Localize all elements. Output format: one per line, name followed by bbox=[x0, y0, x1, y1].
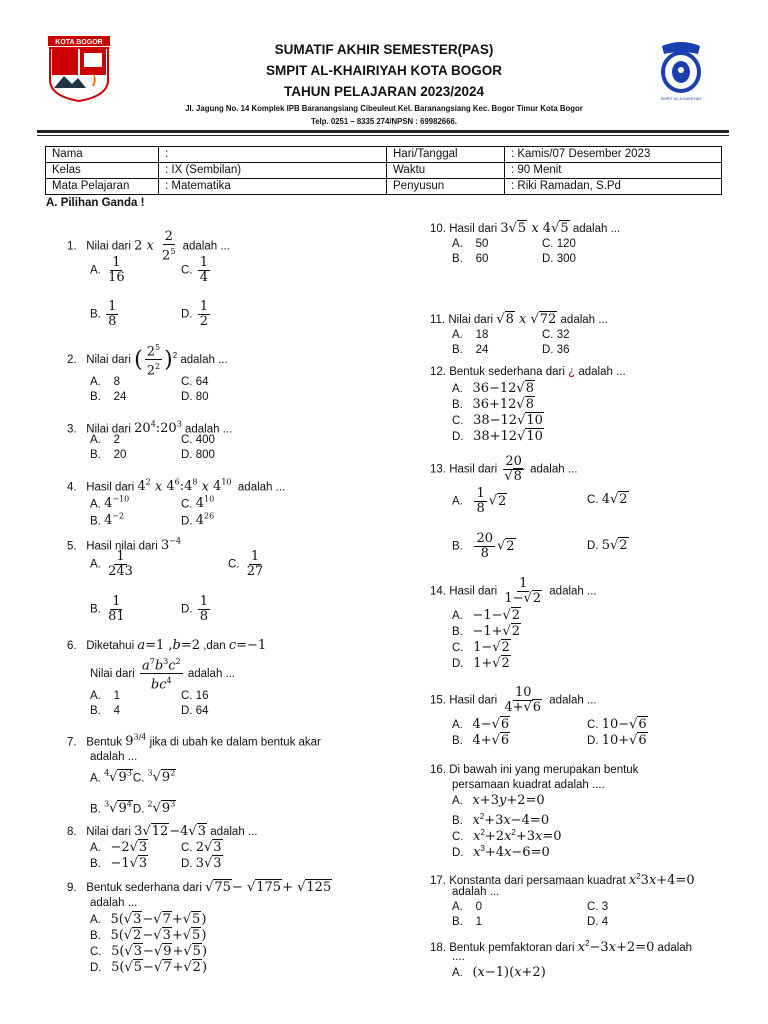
option-15d[interactable]: D. 10+√6 bbox=[587, 733, 647, 748]
question-13: 13. Hasil dari $\frac{20}{√8}$ adalah ... bbox=[430, 454, 578, 484]
option-5a[interactable]: A. $\frac{1}{243}$ bbox=[90, 549, 133, 579]
option-15b[interactable]: B. 4+√6 bbox=[452, 733, 510, 748]
option-3b[interactable]: B. 20 bbox=[90, 449, 127, 461]
question-15: 15. Hasil dari $\frac{10}{4+√6}$ adalah ... bbox=[430, 685, 597, 715]
option-5c[interactable]: C. $\frac{1}{27}$ bbox=[228, 549, 264, 579]
option-6d[interactable]: D. 64 bbox=[181, 705, 209, 717]
option-14c[interactable]: C. 1−√2 bbox=[452, 640, 510, 655]
table-row: Kelas : IX (Sembilan) Waktu : 90 Menit bbox=[46, 163, 722, 179]
question-18-cont: .... bbox=[452, 951, 465, 963]
option-2b[interactable]: B. 24 bbox=[90, 391, 127, 403]
option-14b[interactable]: B. −1+√2 bbox=[452, 624, 521, 639]
question-18: 18. Bentuk pemfaktoran dari $x^2-3x+2=0$ adalah bbox=[430, 939, 693, 955]
option-4a[interactable]: A. $4^{-10}$ bbox=[90, 495, 130, 512]
option-4c[interactable]: C. $4^{10}$ bbox=[181, 495, 215, 512]
option-7b-7d[interactable]: B. $^3√9^4D$. $^2√9^3$ bbox=[90, 800, 176, 817]
option-3c[interactable]: C. 400 bbox=[181, 434, 215, 446]
header-rule-thin bbox=[37, 135, 729, 136]
question-16: 16. Di bawah ini yang merupakan bentuk bbox=[430, 764, 639, 776]
question-14: 14. Hasil dari $\frac{1}{1-√2}$ adalah ... bbox=[430, 576, 597, 606]
question-10: 10. Hasil dari 3√5 x 4√5 adalah ... bbox=[430, 221, 621, 236]
option-13b[interactable]: B. $\frac{20}{8}$ √2 bbox=[452, 531, 515, 561]
option-8d[interactable]: D. 3√3 bbox=[181, 856, 222, 871]
question-6-expression: Nilai dari $\frac{a^7b^3c^2}{bc^4}$ adalah ... bbox=[90, 657, 236, 693]
option-9b[interactable]: B. 5(√2−√3+√5) bbox=[90, 928, 207, 943]
option-11d[interactable]: D. 36 bbox=[542, 344, 570, 356]
school-name: SMPIT AL-KHAIRIYAH KOTA BOGOR bbox=[266, 63, 502, 78]
option-6c[interactable]: C. 16 bbox=[181, 690, 209, 702]
svg-text:SMPIT AL-KHAIRIYAH: SMPIT AL-KHAIRIYAH bbox=[660, 96, 702, 101]
option-13d[interactable]: D. 5√2 bbox=[587, 538, 628, 553]
option-8c[interactable]: C. 2√3 bbox=[181, 840, 222, 855]
question-8: 8. Nilai dari 3√12−4√3 adalah ... bbox=[67, 824, 258, 839]
option-8b[interactable]: B. −1√3 bbox=[90, 856, 148, 871]
question-9: 9. Bentuk sederhana dari √75− √175+ √125 bbox=[67, 880, 332, 895]
option-13c[interactable]: C. 4√2 bbox=[587, 492, 628, 507]
option-14a[interactable]: A. −1−√2 bbox=[452, 608, 521, 623]
option-12c[interactable]: C. 38−12√10 bbox=[452, 413, 543, 428]
option-1b[interactable]: B. $\frac{1}{8}$ bbox=[90, 299, 117, 329]
option-1a[interactable]: A. $\frac{1}{16}$ bbox=[90, 255, 125, 285]
option-3d[interactable]: D. 800 bbox=[181, 449, 215, 461]
option-15c[interactable]: C. 10−√6 bbox=[587, 717, 647, 732]
option-7a-7c[interactable]: A. $^4√9^3C$. $^3√9^2$ bbox=[90, 769, 176, 786]
option-5d[interactable]: D. $\frac{1}{8}$ bbox=[181, 594, 208, 624]
table-row: Mata Pelajaran : Matematika Penyusun : Riki Ramadan, S.Pd bbox=[46, 179, 722, 195]
option-12d[interactable]: D. 38+12√10 bbox=[452, 429, 543, 444]
option-16a[interactable]: A. x+3y+2=0 bbox=[452, 793, 545, 808]
option-2d[interactable]: D. 80 bbox=[181, 391, 209, 403]
kota-bogor-logo bbox=[48, 36, 110, 102]
svg-text:KOTA BOGOR: KOTA BOGOR bbox=[55, 39, 103, 46]
question-4: 4. Hasil dari $4^2$ x $4^6:4^8$ x $4^{10}$ adalah ... bbox=[67, 478, 286, 495]
school-address: Jl. Jagung No. 14 Komplek IPB Baranangsiang Cibeuleut Kel. Baranangsiang Kec. Bogor Timur Kota Bogor bbox=[185, 104, 583, 113]
academic-year: TAHUN PELAJARAN 2023/2024 bbox=[283, 84, 485, 99]
question-7: 7. Bentuk $9^{3/4}$ jika di ubah ke dalam bentuk akar bbox=[67, 733, 321, 750]
question-16-cont: persamaan kuadrat adalah .... bbox=[452, 779, 605, 791]
option-1d[interactable]: D. $\frac{1}{2}$ bbox=[181, 299, 208, 329]
option-16c[interactable]: C. $x^2+2x^2+3x=0$ bbox=[452, 828, 562, 844]
question-2: 2. Nilai dari ( $\frac{2^5}{2^2}$ )$^2$ adalah ... bbox=[67, 343, 228, 379]
header-rule-thick bbox=[37, 130, 729, 133]
option-6a[interactable]: A. 1 bbox=[90, 690, 121, 702]
option-3a[interactable]: A. 2 bbox=[90, 434, 121, 446]
option-17c[interactable]: C. 3 bbox=[587, 901, 609, 913]
section-heading: A. Pilihan Ganda ! bbox=[46, 197, 145, 209]
option-11a[interactable]: A. 18 bbox=[452, 329, 489, 341]
question-11: 11. Nilai dari √8 x √72 adalah ... bbox=[430, 312, 608, 327]
option-5b[interactable]: B. $\frac{1}{81}$ bbox=[90, 594, 125, 624]
option-11b[interactable]: B. 24 bbox=[452, 344, 489, 356]
option-12b[interactable]: B. 36+12√8 bbox=[452, 397, 534, 412]
option-17d[interactable]: D. 4 bbox=[587, 916, 609, 928]
option-9d[interactable]: D. 5(√5−√7+√2) bbox=[90, 960, 208, 975]
option-6b[interactable]: B. 4 bbox=[90, 705, 121, 717]
option-15a[interactable]: A. 4−√6 bbox=[452, 717, 510, 732]
question-3: 3. Nilai dari $20^4:20^3$ adalah ... bbox=[67, 420, 233, 437]
table-row: Nama : Hari/Tanggal : Kamis/07 Desember 2023 bbox=[46, 147, 722, 163]
option-2c[interactable]: C. 64 bbox=[181, 376, 209, 388]
option-1c[interactable]: C. $\frac{1}{4}$ bbox=[181, 255, 208, 285]
option-4b[interactable]: B. $4^{-2}$ bbox=[90, 512, 125, 529]
question-6: 6. Diketahui a=1 ,b=2 ,dan c=−1 bbox=[67, 638, 267, 653]
option-8a[interactable]: A. −2√3 bbox=[90, 840, 148, 855]
option-11c[interactable]: C. 32 bbox=[542, 329, 570, 341]
option-2a[interactable]: A. 8 bbox=[90, 376, 121, 388]
option-14d[interactable]: D. 1+√2 bbox=[452, 656, 510, 671]
option-10c[interactable]: C. 120 bbox=[542, 238, 576, 250]
exam-info-table bbox=[45, 146, 722, 195]
option-9a[interactable]: A. 5(√3−√7+√5) bbox=[90, 912, 207, 927]
option-10d[interactable]: D. 300 bbox=[542, 253, 576, 265]
option-13a[interactable]: A. $\frac{1}{8}$ √2 bbox=[452, 486, 507, 516]
question-9-cont: adalah ... bbox=[90, 897, 138, 909]
option-16d[interactable]: D. $x^3+4x-6=0$ bbox=[452, 844, 550, 860]
question-7-cont: adalah ... bbox=[90, 751, 138, 763]
option-12a[interactable]: A. 36−12√8 bbox=[452, 381, 534, 396]
school-phone: Telp. 0251 – 8335 274/NPSN : 69982666. bbox=[311, 117, 457, 126]
option-9c[interactable]: C. 5(√3−√9+√5) bbox=[90, 944, 208, 959]
option-18a[interactable]: A. (x−1)(x+2) bbox=[452, 965, 546, 980]
question-12: 12. Bentuk sederhana dari ¿ adalah ... bbox=[430, 366, 626, 378]
question-17-cont: adalah ... bbox=[452, 886, 500, 898]
option-16b[interactable]: B. $x^2+3x-4=0$ bbox=[452, 812, 550, 828]
option-4d[interactable]: D. $4^{26}$ bbox=[181, 512, 215, 529]
question-17: 17. Konstanta dari persamaan kuadrat $x^23x+4=0$ bbox=[430, 872, 695, 888]
option-10b[interactable]: B. 60 bbox=[452, 253, 489, 265]
question-1: 1. Nilai dari 2 x $\frac{2}{2^5}$ adalah ... bbox=[67, 229, 230, 264]
option-17a[interactable]: A. 0 bbox=[452, 901, 483, 913]
option-17b[interactable]: B. 1 bbox=[452, 916, 483, 928]
question-5: 5. Hasil nilai dari $3^{-4}$ bbox=[67, 537, 182, 554]
exam-title: SUMATIF AKHIR SEMESTER(PAS) bbox=[274, 42, 494, 57]
smpit-al-khairiyah-logo bbox=[654, 40, 708, 102]
option-10a[interactable]: A. 50 bbox=[452, 238, 489, 250]
